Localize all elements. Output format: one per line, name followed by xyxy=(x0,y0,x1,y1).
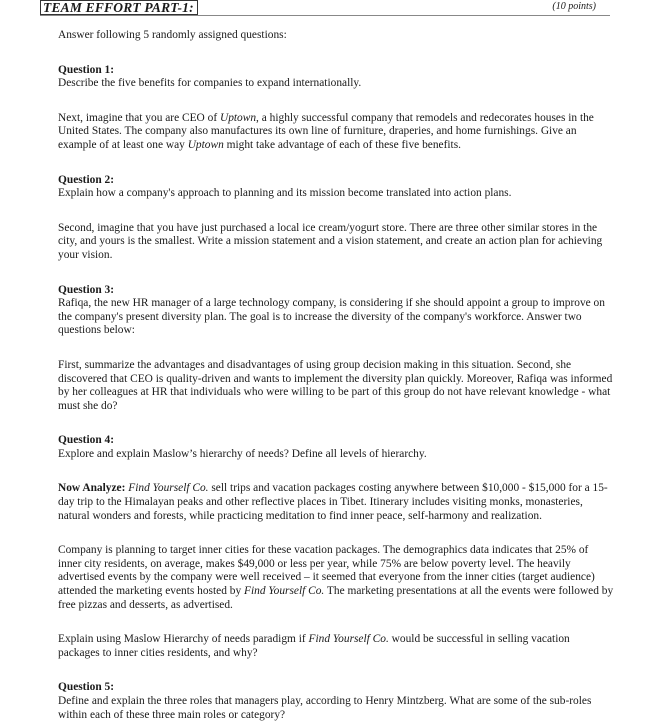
question-3-paragraph: First, summarize the advantages and disadvantages of using group decision making in this situation. Second, she discovered that CEO is quality-driven and wants to implement the diversity plan quickly. Moreover, Rafiqa was informed by her colleagues at HR that individuals who were willing to be part of this group do not have relevant knowledge - what must she do? xyxy=(58,358,613,412)
question-1-paragraph: Next, imagine that you are CEO of Uptown, a highly successful company that remodels and redecorates houses in the United States. The company also manufactures its own line of furniture, draperies, and home furnishings. Give an example of at least one way Uptown might take advantage of each of these five benefits. xyxy=(58,111,594,151)
question-3-label: Question 3: xyxy=(58,283,115,296)
question-5-label: Question 5: xyxy=(58,681,115,694)
question-3-prompt: Rafiqa, the new HR manager of a large technology company, is considering if she should appoint a group to improve on the company's present diversity plan. The goal is to increase the diversity of the company's workforce. Answer two questions below: xyxy=(58,297,605,337)
question-1-label: Question 1: xyxy=(58,63,115,76)
question-1-block xyxy=(58,64,614,91)
instructions: Answer following 5 randomly assigned questions: xyxy=(58,29,287,41)
header-divider xyxy=(40,15,610,16)
question-4-explain-paragraph: Explain using Maslow Hierarchy of needs paradigm if Find Yourself Co. would be successful in selling vacation packages to inner cities residents, and why? xyxy=(58,633,570,659)
company-name-uptown-2: Uptown xyxy=(187,138,224,151)
question-4-label: Question 4: xyxy=(58,434,115,447)
question-4-explain xyxy=(58,633,614,660)
question-2-label: Question 2: xyxy=(58,173,115,186)
question-2-prompt: Explain how a company's approach to planning and its mission become translated into action plans. xyxy=(58,187,512,200)
question-4-demographics xyxy=(58,544,614,612)
question-1-scenario xyxy=(58,112,614,153)
company-name-find-yourself: Find Yourself Co. xyxy=(128,482,209,495)
document-body xyxy=(58,23,614,722)
question-4-analyze xyxy=(58,482,614,523)
question-2-scenario xyxy=(58,222,614,263)
company-name-uptown: Uptown xyxy=(219,111,257,124)
question-4-analyze-paragraph: Now Analyze: Find Yourself Co. sell trips and vacation packages costing anywhere between $10,000 - $15,000 for a 15-day trip to the Himalayan peaks and other reflective places in Tibet. Itinerary includes visiting monks, monasteries, natural wonders and forests, while practicing meditation to find inner peace, self-harmony and realization. xyxy=(58,482,608,522)
question-5-prompt: Define and explain the three roles that managers play, according to Henry Mintzberg. What are some of the sub-roles within each of these three main roles or category? xyxy=(58,695,592,721)
question-3-scenario xyxy=(58,359,614,413)
company-name-find-yourself-3: Find Yourself Co. xyxy=(308,633,389,646)
company-name-find-yourself-2: Find Yourself Co. xyxy=(244,585,325,598)
analyze-label: Now Analyze: xyxy=(58,482,126,495)
question-3-block xyxy=(58,284,614,338)
question-4-block xyxy=(58,434,614,461)
section-title: TEAM EFFORT PART-1: xyxy=(40,0,198,15)
question-4-prompt: Explore and explain Maslow’s hierarchy of needs? Define all levels of hierarchy. xyxy=(58,447,427,460)
question-2-block xyxy=(58,174,614,201)
question-1-prompt: Describe the five benefits for companies to expand internationally. xyxy=(58,77,362,90)
question-4-demographics-paragraph: Company is planning to target inner cities for these vacation packages. The demographics data indicates that 25% of inner city residents, on average, makes $49,000 or less per year, while 75% are below poverty level. The heavily advertised events by the company were well received – it seemed that everyone from the inner cities (target audience) attended the marketing events hosted by Find Yourself Co. The marketing presentations at all the events were followed by free pizzas and desserts, as advertised. xyxy=(58,544,614,611)
points-label: (10 points) xyxy=(552,1,596,12)
question-2-paragraph: Second, imagine that you have just purchased a local ice cream/yogurt store. There are three other similar stores in the city, and yours is the smallest. Write a mission statement and a vision statement, and create an action plan for achieving your vision. xyxy=(58,221,603,261)
question-5-block xyxy=(58,681,614,722)
page-header xyxy=(40,0,610,15)
